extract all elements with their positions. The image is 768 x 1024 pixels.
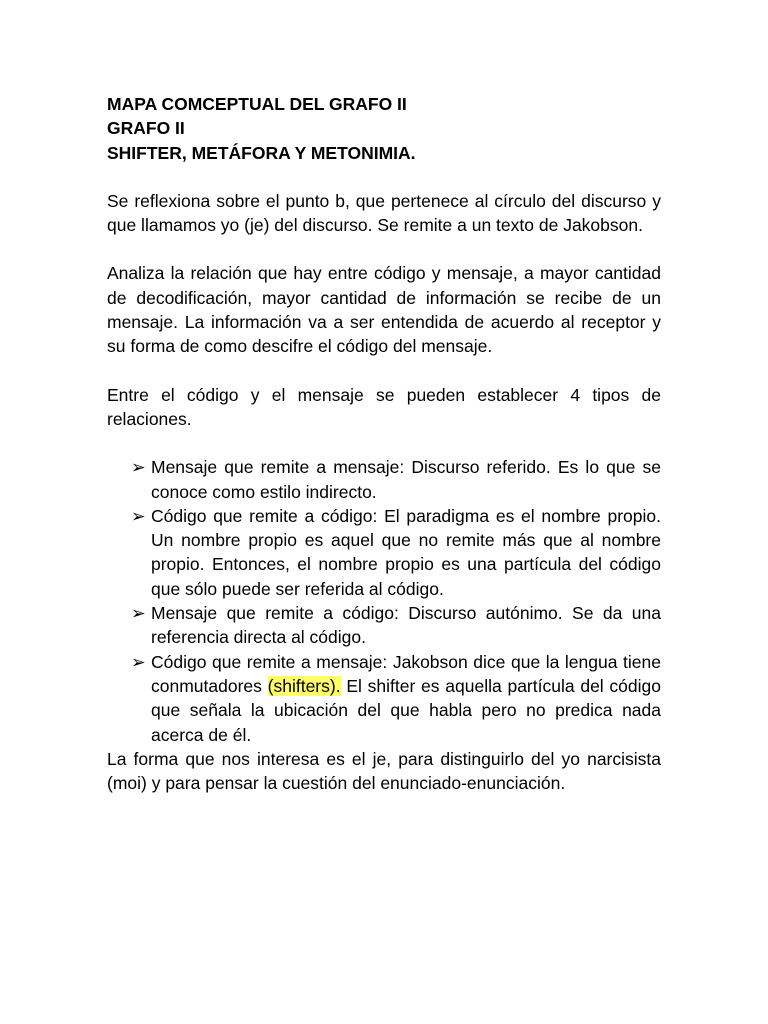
paragraph-closing: La forma que nos interesa es el je, para distinguirlo del yo narcisista (moi) y para pensar la cuestión del enunciado-enunciación.: [107, 748, 661, 794]
list-item: [107, 504, 661, 601]
spacer: [107, 165, 661, 189]
spacer: [107, 359, 661, 383]
paragraph-intro: Se reflexiona sobre el punto b, que pertenece al círculo del discurso y que llamamos yo (je) del discurso. Se remite a un texto de Jakobson.: [107, 190, 661, 236]
paragraph-analysis: Analiza la relación que hay entre código y mensaje, a mayor cantidad de decodificación, mayor cantidad de información se recibe de un mensaje. La información va a ser entendida de acuerdo al receptor y su forma de como descifre el código del mensaje.: [107, 263, 661, 357]
paragraph-relations: Entre el código y el mensaje se pueden establecer 4 tipos de relaciones.: [107, 384, 661, 429]
list-item-text-end: El shifter es aquella partícula del código que señala la ubicación del que habla pero no predica nada acerca de él.: [151, 675, 662, 745]
spacer: [107, 431, 661, 455]
list-item-text-start: Código que remite a mensaje: Jakobson dice que la lengua tiene conmutadores: [151, 651, 661, 696]
list-item-text: Mensaje que remite a mensaje: Discurso referido. Es lo que se conoce como estilo indirecto.: [151, 457, 661, 502]
arrow-bullet-icon: ➢: [131, 603, 146, 624]
arrow-bullet-icon: ➢: [131, 457, 146, 478]
document-title: MAPA COMCEPTUAL DEL GRAFO II: [107, 94, 407, 114]
document-page: [107, 92, 661, 795]
highlighted-term: (shifters).: [267, 675, 341, 696]
spacer: [107, 237, 661, 261]
list-item-text: Mensaje que remite a código: Discurso autónimo. Se da una referencia directa al código.: [151, 603, 661, 648]
arrow-bullet-icon: ➢: [131, 505, 146, 526]
document-subtitle: GRAFO II: [107, 118, 185, 139]
list-item-text: Código que remite a código: El paradigma es el nombre propio. Un nombre propio es aquel que no remite más que al nombre propio. Entonces, el nombre propio es una partícula del código que sólo puede ser referida al código.: [151, 505, 661, 599]
arrow-bullet-icon: ➢: [131, 651, 146, 672]
list-item: [107, 455, 661, 504]
relations-list: [107, 455, 661, 747]
list-item: [107, 650, 661, 747]
list-item: [107, 601, 661, 650]
section-heading: SHIFTER, METÁFORA Y METONIMIA.: [107, 142, 416, 163]
